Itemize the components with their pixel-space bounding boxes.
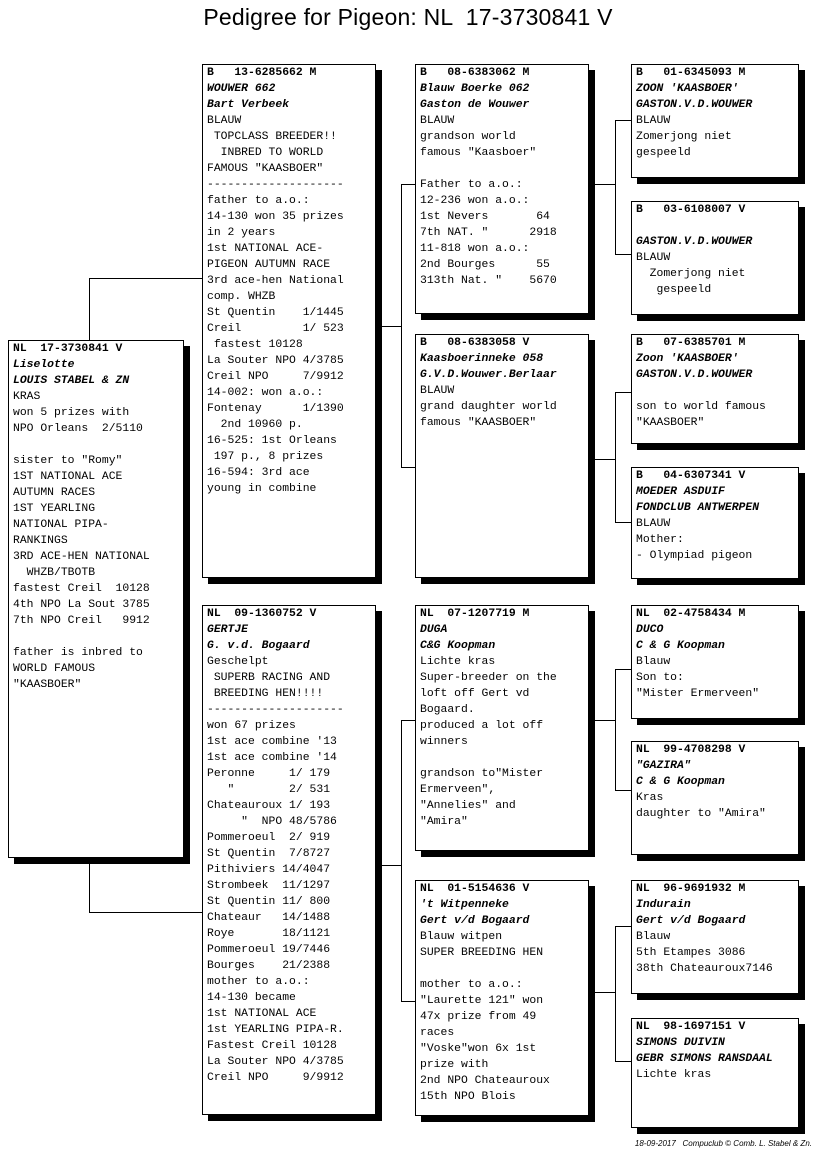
connector-line [594,184,616,185]
pigeon-card-fff[interactable] [631,64,799,178]
ring-number: NL 09-1360752 V [207,608,317,620]
pigeon-name: MOEDER ASDUIF [636,486,725,498]
pigeon-notes: Kras daughter to "Amira" [636,792,766,820]
connector-line [89,278,203,279]
ring-number: NL 02-4758434 M [636,608,746,620]
pigeon-name: DUGA [420,624,448,636]
pigeon-name: Indurain [636,899,691,911]
connector-line [401,1001,416,1002]
connector-line [89,278,90,340]
connector-line [401,720,416,721]
pigeon-card-ff[interactable] [415,64,589,314]
connector-line [615,926,632,927]
pigeon-card-mfm[interactable] [631,741,799,855]
pigeon-card-fmm[interactable] [631,467,799,579]
pigeon-notes: Lichte kras Super-breeder on the loft off Gert vd Bogaard. produced a lot off winners grandson to"Mister Ermerveen", "Annelies" and "Amira" [420,656,557,828]
connector-line [615,1061,632,1062]
breeder-name: C&G Koopman [420,640,496,652]
breeder-name: G.V.D.Wouwer.Berlaar [420,369,557,381]
connector-line [615,254,632,255]
breeder-name: Gaston de Wouwer [420,99,530,111]
pigeon-notes: BLAUW grandson world famous "Kaasboer" Father to a.o.: 12-236 won a.o.: 1st Nevers 64 7th NAT. " 2918 11-818 won a.o.: 2nd Bourges 55 313th Nat. " 5670 [420,115,557,287]
connector-line [615,669,616,791]
pigeon-name: 't Witpenneke [420,899,509,911]
pigeon-card-fmf[interactable] [631,334,799,444]
pigeon-notes: Blauw 5th Etampes 3086 38th Chateauroux7146 [636,931,773,975]
pigeon-notes: BLAUW grand daughter world famous "KAASBOER" [420,385,557,429]
ring-number: B 08-6383058 V [420,337,530,349]
pigeon-name: Zoon 'KAASBOER' [636,353,739,365]
breeder-name: GEBR SIMONS RANSDAAL [636,1053,773,1065]
pigeon-card-subject[interactable] [8,340,184,858]
ring-number: NL 98-1697151 V [636,1021,746,1033]
breeder-name: LOUIS STABEL & ZN [13,375,130,387]
connector-line [401,467,416,468]
connector-line [615,522,632,523]
connector-line [89,912,203,913]
pigeon-name [636,218,795,234]
connector-line [615,790,632,791]
connector-line [594,720,616,721]
footer-credit: 18-09-2017 Compuclub © Comb. L. Stabel & Zn. [634,1139,812,1148]
pigeon-notes: Lichte kras [636,1069,712,1081]
pigeon-card-mff[interactable] [631,605,799,719]
breeder-name: Bart Verbeek [207,99,290,111]
ring-number: NL 07-1207719 M [420,608,530,620]
pigeon-card-ffm[interactable] [631,201,799,315]
connector-line [615,392,632,393]
pigeon-name: DUCO [636,624,664,636]
connector-line [615,120,632,121]
breeder-name: C & G Koopman [636,776,725,788]
pigeon-notes: BLAUW Mother: - Olympiad pigeon [636,518,753,562]
pigeon-name: Liselotte [13,359,75,371]
pigeon-card-father[interactable] [202,64,376,578]
connector-line [615,926,616,1062]
ring-number: B 04-6307341 V [636,470,746,482]
pigeon-name: SIMONS DUIVIN [636,1037,725,1049]
pigeon-name: "GAZIRA" [636,760,691,772]
pigeon-card-mf[interactable] [415,605,589,851]
pigeon-name: WOUWER 662 [207,83,276,95]
breeder-name: C & G Koopman [636,640,725,652]
connector-line [615,392,616,523]
pigeon-card-mmm[interactable] [631,1018,799,1128]
pigeon-name: Kaasboerinneke 058 [420,353,544,365]
ring-number: NL 99-4708298 V [636,744,746,756]
connector-line [615,669,632,670]
ring-number: NL 01-5154636 V [420,883,530,895]
pigeon-notes: BLAUW TOPCLASS BREEDER!! INBRED TO WORLD FAMOUS "KAASBOER" -------------------- father to a.o.: 14-130 won 35 prizes in 2 years 1st NATIONAL ACE- PIGEON AUTUMN RACE 3rd ace-hen National comp. WHZB St Quentin 1/1445 Creil 1/ 523 fastest 10128 La Souter NPO 4/3785 Creil NPO 7/9912 14-002: won a.o.: Fontenay 1/1390 2nd 10960 p. 16-525: 1st Orleans 197 p., 8 prizes 16-594: 3rd ace young in combine [207,115,344,495]
ring-number: B 03-6108007 V [636,204,746,216]
breeder-name: Gert v/d Bogaard [636,915,746,927]
breeder-name: G. v.d. Bogaard [207,640,310,652]
ring-number: NL 96-9691932 M [636,883,746,895]
connector-line [382,326,402,327]
connector-line [594,459,616,460]
pigeon-notes: KRAS won 5 prizes with NPO Orleans 2/5110 sister to "Romy" 1ST NATIONAL ACE AUTUMN RACES 1ST YEARLING NATIONAL PIPA- RANKINGS 3RD ACE-HEN NATIONAL WHZB/TBOTB fastest Creil 10128 4th NPO La Sout 3785 7th NPO Creil 9912 father is inbred to WORLD FAMOUS "KAASBOER" [13,391,150,691]
connector-line [382,865,402,866]
ring-number: B 13-6285662 M [207,67,317,79]
pigeon-name: ZOON 'KAASBOER' [636,83,739,95]
connector-line [401,184,416,185]
pigeon-notes: BLAUW Zomerjong niet gespeeld [636,252,746,296]
breeder-name: FONDCLUB ANTWERPEN [636,502,760,514]
pigeon-notes: BLAUW Zomerjong niet gespeeld [636,115,732,159]
pigeon-notes: Blauw Son to: "Mister Ermerveen" [636,656,760,700]
breeder-name: Gert v/d Bogaard [420,915,530,927]
pigeon-notes: Geschelpt SUPERB RACING AND BREEDING HEN!!!! -------------------- won 67 prizes 1st ace combine '13 1st ace combine '14 Peronne 1/ 179 " 2/ 531 Chateauroux 1/ 193 " NPO 48/5786 Pommeroeul 2/ 919 St Quentin 7/8727 Pithiviers 14/4047 Strombeek 11/1297 St Quentin 11/ 800 Chateaur 14/1488 Roye 18/1121 Pommeroeul 19/7446 Bourges 21/2388 mother to a.o.: 14-130 became 1st NATIONAL ACE 1st YEARLING PIPA-R. Fastest Creil 10128 La Souter NPO 4/3785 Creil NPO 9/9912 [207,656,344,1084]
pigeon-name: GERTJE [207,624,249,636]
pigeon-card-mmf[interactable] [631,880,799,994]
page-title: Pedigree for Pigeon: NL 17-3730841 V [203,4,613,30]
pigeon-card-mother[interactable] [202,605,376,1115]
connector-line [401,184,402,468]
connector-line [401,720,402,1002]
pigeon-card-fm[interactable] [415,334,589,578]
ring-number: B 08-6383062 M [420,67,530,79]
pigeon-notes: son to world famous "KAASBOER" [636,401,766,429]
pigeon-name: Blauw Boerke 062 [420,83,530,95]
breeder-name: GASTON.V.D.WOUWER [636,369,753,381]
connector-line [89,857,90,912]
connector-line [615,120,616,255]
pigeon-card-mm[interactable] [415,880,589,1116]
pigeon-notes: Blauw witpen SUPER BREEDING HEN mother to a.o.: "Laurette 121" won 47x prize from 49 races "Voske"won 6x 1st prize with 2nd NPO Chateauroux 15th NPO Blois [420,931,550,1103]
ring-number: NL 17-3730841 V [13,343,123,355]
breeder-name: GASTON.V.D.WOUWER [636,236,753,248]
ring-number: B 01-6345093 M [636,67,746,79]
connector-line [594,992,616,993]
ring-number: B 07-6385701 M [636,337,746,349]
breeder-name: GASTON.V.D.WOUWER [636,99,753,111]
